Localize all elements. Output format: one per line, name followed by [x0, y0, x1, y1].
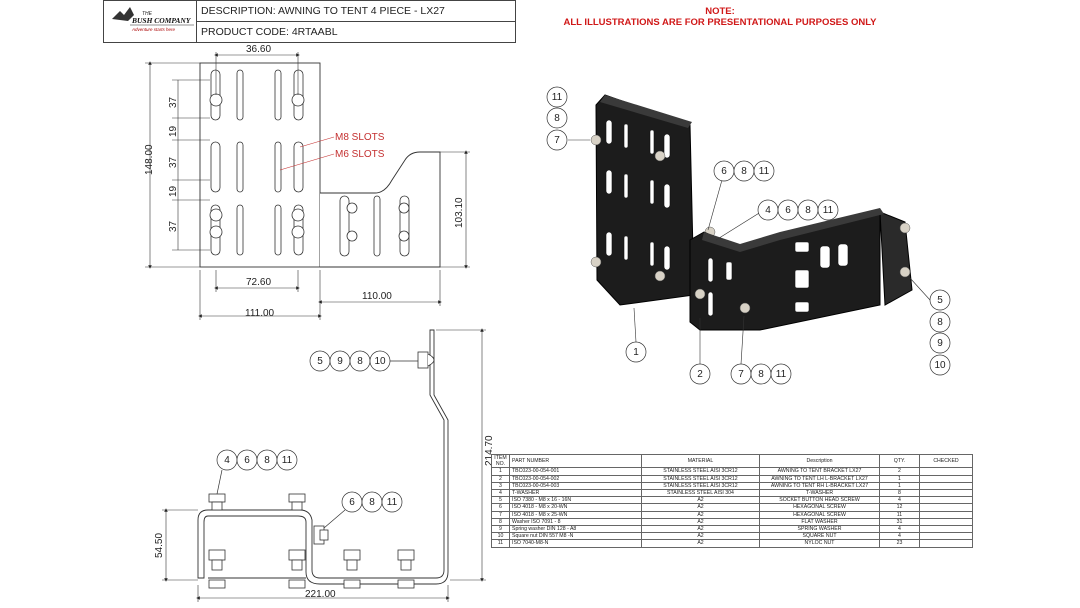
svg-text:9: 9	[937, 338, 943, 349]
note-text: ALL ILLUSTRATIONS ARE FOR PRESENTATIONAL PURPOSES ONLY	[563, 17, 877, 28]
dim-step-height: 103.10	[454, 197, 465, 228]
bom-row	[492, 490, 973, 497]
bom-cell-part: Washer ISO 7091 - 8	[510, 518, 642, 525]
bom-cell-material: A2	[642, 511, 760, 518]
bom-header-item: ITEM NO.	[492, 455, 510, 468]
bom-cell-qty: 31	[880, 518, 920, 525]
bom-cell-item: 5	[492, 497, 510, 504]
balloon-row-top	[310, 351, 418, 371]
svg-text:6: 6	[785, 205, 791, 216]
svg-text:5: 5	[937, 295, 943, 306]
dim-overall-width: 111.00	[245, 308, 275, 319]
bom-cell-part: Square nut DIN 557 M8 -N	[510, 533, 642, 540]
dim-left-height: 148.00	[144, 144, 155, 175]
svg-text:6: 6	[721, 166, 727, 177]
svg-text:11: 11	[551, 92, 563, 103]
bom-header-description: Description	[760, 455, 880, 468]
svg-text:8: 8	[741, 166, 747, 177]
bom-cell-checked	[920, 526, 973, 533]
svg-text:10: 10	[374, 356, 386, 367]
bom-cell-part: ISO 7040-M8-N	[510, 540, 642, 547]
svg-text:11: 11	[386, 497, 398, 508]
bill-of-materials	[491, 454, 972, 548]
bom-row	[492, 468, 973, 475]
bom-row	[492, 482, 973, 489]
bom-cell-material: A2	[642, 533, 760, 540]
description-field: DESCRIPTION: AWNING TO TENT 4 PIECE - LX27	[197, 1, 516, 22]
svg-text:Adventure starts here: Adventure starts here	[132, 27, 176, 32]
svg-text:THE: THE	[142, 11, 152, 17]
bom-cell-material: STAINLESS STEEL AISI 304	[642, 490, 760, 497]
svg-text:8: 8	[554, 113, 560, 124]
m6-slots-label: M6 SLOTS	[335, 149, 385, 160]
bom-cell-item: 7	[492, 511, 510, 518]
bom-cell-description: FLAT WASHER	[760, 518, 880, 525]
bom-cell-material: STAINLESS STEEL AISI 3CR12	[642, 482, 760, 489]
bom-header-part: PART NUMBER	[510, 455, 642, 468]
svg-text:8: 8	[357, 356, 363, 367]
dim-pitch-b: 19	[168, 125, 179, 137]
svg-text:BUSH COMPANY: BUSH COMPANY	[132, 16, 191, 25]
svg-text:2: 2	[697, 369, 703, 380]
bom-cell-qty: 4	[880, 526, 920, 533]
bom-row	[492, 526, 973, 533]
dim-pitch-e: 37	[168, 220, 179, 232]
product-code-field: PRODUCT CODE: 4RTAABL	[197, 22, 516, 43]
bom-cell-qty: 1	[880, 475, 920, 482]
bom-cell-part: ISO 4018 - M8 x 20-WN	[510, 504, 642, 511]
bom-cell-qty: 11	[880, 511, 920, 518]
bom-cell-material: A2	[642, 497, 760, 504]
svg-text:5: 5	[317, 356, 323, 367]
bom-row	[492, 511, 973, 518]
svg-text:4: 4	[224, 455, 230, 466]
bom-cell-description: SOCKET BUTTON HEAD SCREW	[760, 497, 880, 504]
bom-cell-description: AWNING TO TENT BRACKET LX27	[760, 468, 880, 475]
bom-cell-description: SQUARE NUT	[760, 533, 880, 540]
bom-header-material: MATERIAL	[642, 455, 760, 468]
bom-cell-qty: 2	[880, 468, 920, 475]
bom-row	[492, 533, 973, 540]
dim-pitch-c: 37	[168, 156, 179, 168]
svg-text:9: 9	[337, 356, 343, 367]
bom-cell-checked	[920, 497, 973, 504]
bom-row	[492, 504, 973, 511]
bom-header-checked: CHECKED	[920, 455, 973, 468]
note-heading: NOTE:	[705, 6, 735, 17]
svg-text:8: 8	[758, 369, 764, 380]
svg-text:10: 10	[934, 360, 946, 371]
svg-text:4: 4	[765, 205, 771, 216]
svg-text:11: 11	[281, 455, 293, 466]
bom-cell-description: SPRING WASHER	[760, 526, 880, 533]
bom-cell-item: 4	[492, 490, 510, 497]
dim-base-width: 221.00	[305, 589, 336, 600]
bom-cell-part: Spring washer DIN 128 - A8	[510, 526, 642, 533]
bom-row	[492, 518, 973, 525]
dim-base-height: 54.50	[154, 532, 165, 558]
svg-text:6: 6	[244, 455, 250, 466]
bom-cell-qty: 23	[880, 540, 920, 547]
bom-cell-item: 11	[492, 540, 510, 547]
bom-cell-checked	[920, 468, 973, 475]
dim-pitch-d: 19	[168, 185, 179, 197]
bom-header-row	[492, 455, 973, 468]
bom-cell-checked	[920, 490, 973, 497]
svg-text:8: 8	[264, 455, 270, 466]
svg-text:6: 6	[349, 497, 355, 508]
svg-text:1: 1	[633, 347, 639, 358]
bom-row	[492, 540, 973, 547]
svg-text:8: 8	[369, 497, 375, 508]
svg-text:11: 11	[822, 205, 834, 216]
bom-cell-qty: 4	[880, 497, 920, 504]
bom-cell-checked	[920, 475, 973, 482]
bom-cell-part: T-WASHER	[510, 490, 642, 497]
bom-cell-part: TBC023-00-054-001	[510, 468, 642, 475]
bom-cell-item: 1	[492, 468, 510, 475]
dim-top-width: 36.60	[246, 44, 272, 55]
bom-cell-description: HEXAGONAL SCREW	[760, 504, 880, 511]
bom-row	[492, 497, 973, 504]
front-view	[200, 63, 440, 267]
dim-pitch-a: 37	[168, 96, 179, 108]
bom-cell-item: 6	[492, 504, 510, 511]
isometric-view	[591, 95, 912, 330]
bom-cell-qty: 4	[880, 533, 920, 540]
svg-text:8: 8	[937, 317, 943, 328]
svg-text:7: 7	[738, 369, 744, 380]
dim-inner-width: 72.60	[246, 277, 272, 288]
bom-cell-material: STAINLESS STEEL AISI 3CR12	[642, 468, 760, 475]
bom-cell-checked	[920, 533, 973, 540]
bom-cell-material: STAINLESS STEEL AISI 3CR12	[642, 475, 760, 482]
bom-cell-checked	[920, 540, 973, 547]
bom-cell-material: A2	[642, 540, 760, 547]
bom-cell-description: HEXAGONAL SCREW	[760, 511, 880, 518]
bom-cell-description: AWNING TO TENT RH L-BRACKET LX27	[760, 482, 880, 489]
bom-cell-description: AWNING TO TENT LH L-BRACKET LX27	[760, 475, 880, 482]
svg-text:11: 11	[775, 369, 787, 380]
svg-text:11: 11	[758, 166, 770, 177]
bom-cell-item: 10	[492, 533, 510, 540]
bom-cell-description: T-WASHER	[760, 490, 880, 497]
m8-slots-label: M8 SLOTS	[335, 132, 385, 143]
bom-cell-checked	[920, 518, 973, 525]
bom-cell-material: A2	[642, 526, 760, 533]
bom-cell-qty: 1	[880, 482, 920, 489]
bom-cell-part: TBC023-00-054-003	[510, 482, 642, 489]
svg-text:8: 8	[805, 205, 811, 216]
dim-step-width: 110.00	[362, 291, 392, 302]
bom-cell-checked	[920, 504, 973, 511]
bom-header-qty: QTY.	[880, 455, 920, 468]
bom-cell-qty: 8	[880, 490, 920, 497]
bom-cell-part: ISO 7380 - M8 x 16 - 16N	[510, 497, 642, 504]
svg-text:7: 7	[554, 135, 560, 146]
bom-cell-checked	[920, 511, 973, 518]
bom-cell-item: 3	[492, 482, 510, 489]
bom-cell-part: ISO 4018 - M8 x 25-WN	[510, 511, 642, 518]
bom-cell-part: TBC023-00-054-002	[510, 475, 642, 482]
bom-cell-material: A2	[642, 518, 760, 525]
bom-cell-description: NYLOC NUT	[760, 540, 880, 547]
bom-cell-checked	[920, 482, 973, 489]
bom-cell-item: 9	[492, 526, 510, 533]
bom-cell-item: 2	[492, 475, 510, 482]
bom-cell-material: A2	[642, 504, 760, 511]
bom-row	[492, 475, 973, 482]
dim-side-height: 214.70	[484, 435, 495, 466]
bom-cell-item: 8	[492, 518, 510, 525]
bom-cell-qty: 12	[880, 504, 920, 511]
